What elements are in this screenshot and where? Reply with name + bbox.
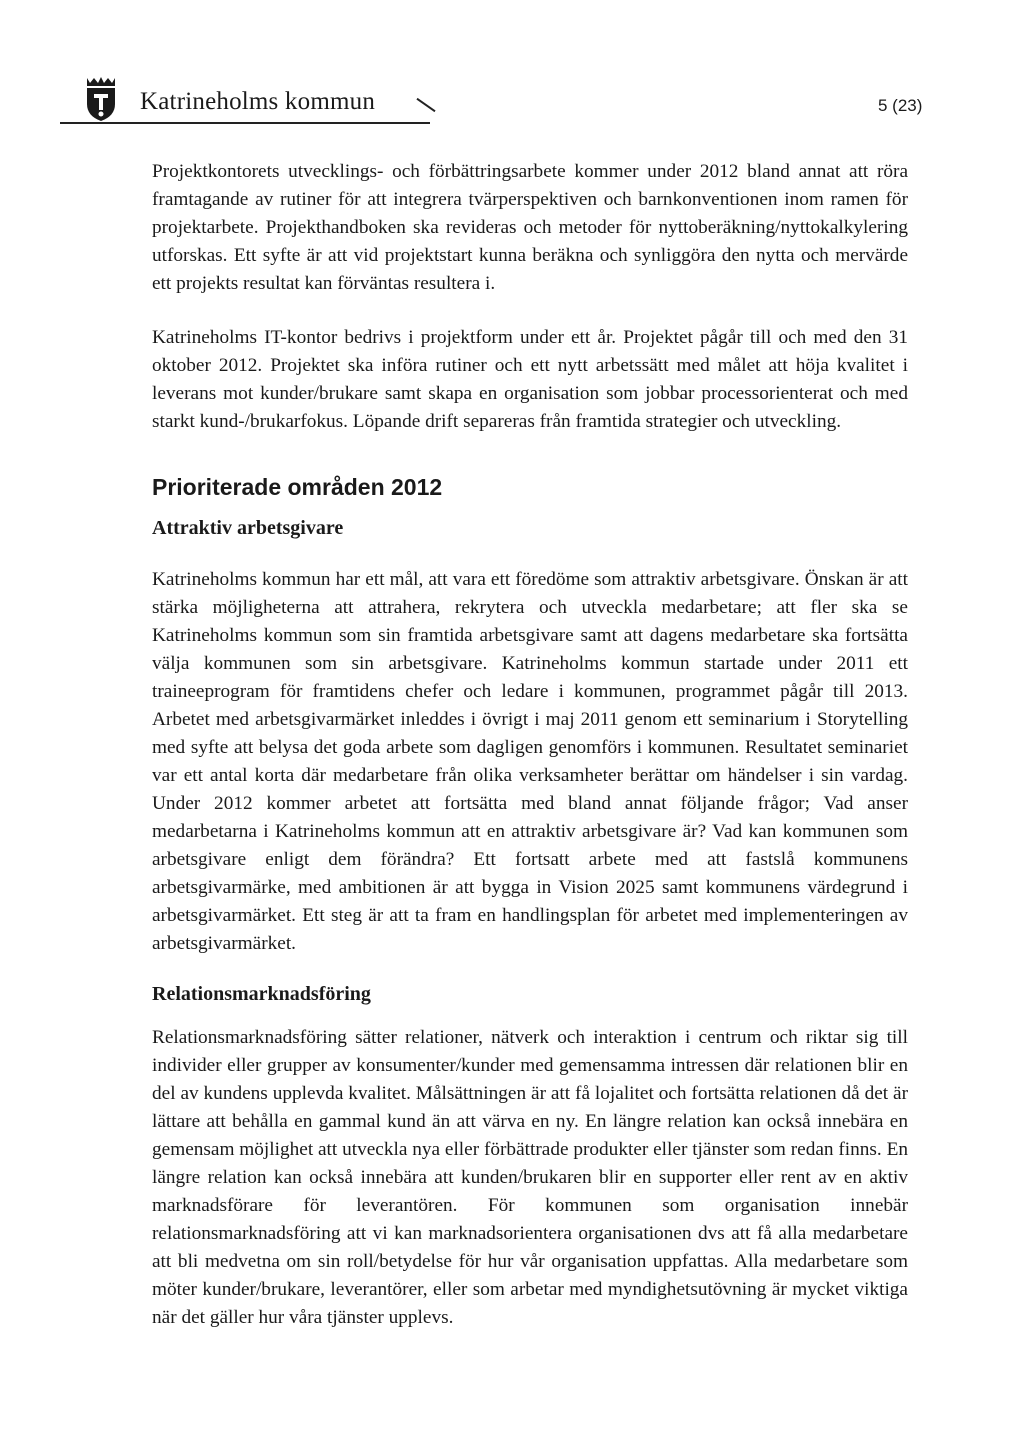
document-body [152,158,908,1332]
paragraph-attractive-employer: Katrineholms kommun har ett mål, att vara ett föredöme som attraktiv arbetsgivare. Önskan är att stärka möjligheterna att attrahera, rekrytera och utveckla medarbetare; att fler ska se Katrineholms kommun som sin framtida arbetsgivare samt att dagens medarbetare ska fortsätta välja kommunen som sin arbetsgivare. Katrineholms kommun startade under 2011 ett traineeprogram för framtidens chefer och ledare i kommunen, programmet pågår till 2013. Arbetet med arbetsgivarmärket inleddes i övrigt i maj 2011 genom ett seminarium i Storytelling med syfte att belysa det goda arbete som dagligen genomförs i kommunen. Resultatet seminariet var ett antal korta där medarbetare från olika verksamheter berättar om händelser i sin vardag. Under 2012 kommer arbetet att fortsätta med bland annat följande frågor; Vad anser medarbetarna i Katrineholms kommun att en attraktiv arbetsgivare är? Vad kan kommunen som arbetsgivare enligt dem förändra? Ett fortsatt arbete med att fastslå kommunens arbetsgivarmärke, med ambitionen är att bygga in Vision 2025 samt kommunens värdegrund i arbetsgivarmärket. Ett steg är att ta fram en handlingsplan för arbetet med implementeringen av arbetsgivarmärket. [152,569,908,954]
municipal-crest-icon [84,76,118,122]
subheading-attractive-employer: Attraktiv arbetsgivare [152,517,344,539]
paragraph-relationship-marketing: Relationsmarknadsföring sätter relationer, nätverk och interaktion i centrum och riktar sig till individer eller grupper av konsumenter/kunder med gemensamma intressen där relationen blir en del av kundens upplevda kvalitet. Målsättningen är att få lojalitet och fortsätta relationen då det är lättare att behålla en gammal kund än att värva en ny. En längre relation kan också innebära en gemensam möjlighet att utveckla nya eller förbättrade produkter eller tjänster som redan finns. En längre relation kan också innebära att kunden/brukaren blir en supporter eller rent av en aktiv marknadsförare för leverantören. För kommunen som organisation innebär relationsmarknadsföring att vi kan marknadsorientera organisationen dvs att få alla medarbetare att bli medvetna om sin roll/betydelse för hur vår organisation uppfattas. Alla medarbetare som möter kunder/brukare, leverantörer, eller som arbetar med myndighetsutövning är mycket viktiga när det gäller hur våra tjänster upplevs. [152,1027,908,1328]
paragraph-it-office: Katrineholms IT-kontor bedrivs i projektform under ett år. Projektet pågår till och med den 31 oktober 2012. Projektet ska införa rutiner och ett nytt arbetssätt med målet att höja kvalitet i leverans mot kunder/brukare samt skapa en organisation som jobbar processorienterat och med starkt kund-/brukarfokus. Löpande drift separeras från framtida strategier och utveckling. [152,327,908,432]
header-rule [60,122,430,124]
paragraph-project-office: Projektkontorets utvecklings- och förbättringsarbete kommer under 2012 bland annat att röra framtagande av rutiner för att integrera tvärperspektiven och barnkonventionen inom ramen för projektarbete. Projekthandboken ska revideras och metoder för nyttoberäkning/nyttokalkylering utforskas. Ett syfte är att vid projektstart kunna beräkna och synliggöra den nytta och mervärde ett projekts resultat kan förväntas resultera i. [152,161,908,294]
page-number: 5 (23) [878,96,923,115]
section-heading-priorities: Prioriterade områden 2012 [152,474,443,500]
organization-name: Katrineholms kommun [140,88,376,115]
page-header [60,70,960,130]
header-tick-mark [416,98,435,112]
subheading-relationship-marketing: Relationsmarknadsföring [152,983,371,1005]
